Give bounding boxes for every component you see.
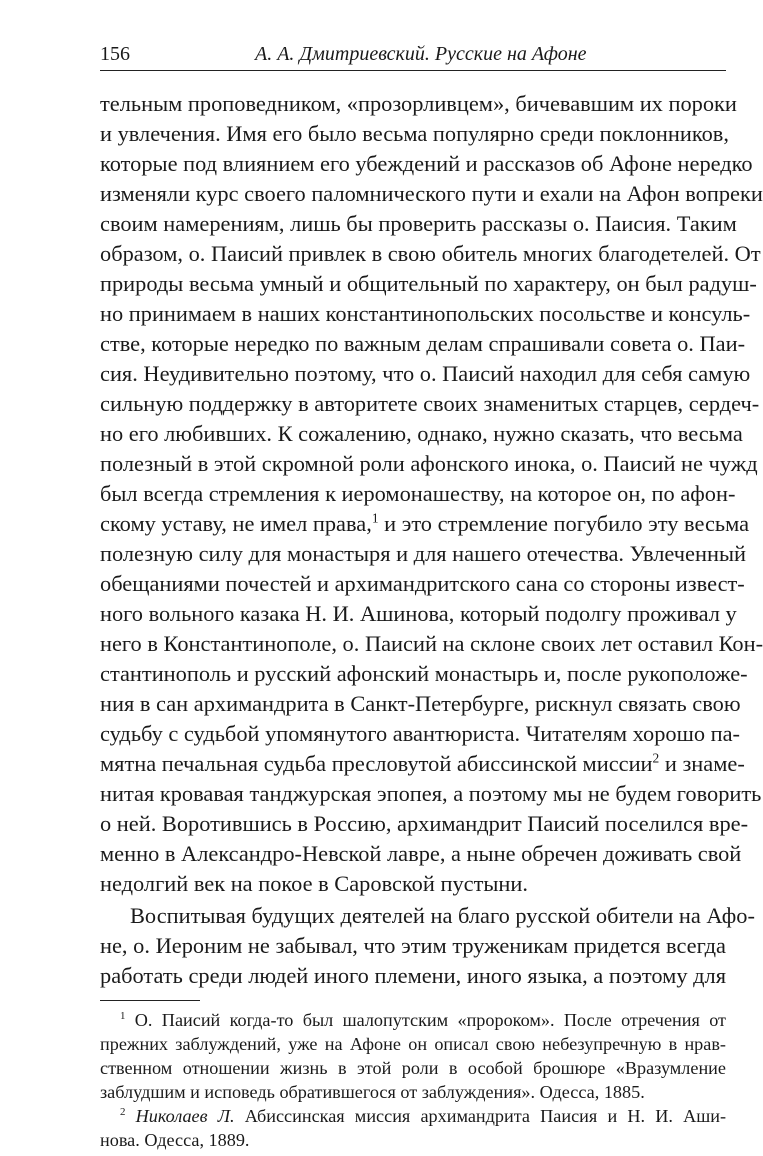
text-segment: и это стремление погубило эту весьма <box>378 511 750 536</box>
text-line: ного вольного казака Н. И. Ашинова, который подолгу проживал у <box>100 601 737 626</box>
text-segment: и знаме- <box>659 751 745 776</box>
page-number: 156 <box>100 43 130 65</box>
text-line: стантинополь и русский афонский монастырь и, после рукоположе- <box>100 661 748 686</box>
text-line: изменяли курс своего паломнического пути и ехали на Афон вопреки <box>100 181 763 206</box>
text-line: был всегда стремления к иеромонашеству, на которое он, по афон- <box>100 481 736 506</box>
text-line: и увлечения. Имя его было весьма популярно среди поклонников, <box>100 121 729 146</box>
text-line: тельным проповедником, «прозорливцем», бичевавшим их пороки <box>100 91 737 116</box>
text-line: но его любивших. К сожалению, однако, нужно сказать, что весьма <box>100 421 743 446</box>
footnote-author: Николаев Л. <box>125 1106 235 1126</box>
text-line: сильную поддержку в авторитете своих знаменитых старцев, сердеч- <box>100 391 760 416</box>
text-line: Воспитывая будущих деятелей на благо русской обители на Афо- <box>130 903 755 928</box>
text-segment: скому уставу, не имел права, <box>100 511 372 536</box>
footnote-2-mark: 2 <box>120 1105 126 1118</box>
footnote-rule <box>100 1000 200 1001</box>
footnote-1-mark: 1 <box>120 1009 126 1022</box>
page-header <box>100 40 726 70</box>
footnote-1-line: ственном отношении жизнь в этой роли в особой брошюре «Вразумление <box>100 1058 726 1078</box>
text-line: ния в сан архимандрита в Санкт-Петербурге, рискнул связать свою <box>100 691 741 716</box>
footnote-ref-2[interactable]: 2 <box>652 750 660 766</box>
text-line: природы весьма умный и общительный по характеру, он был радуш- <box>100 271 757 296</box>
footnote-2-line <box>120 1104 726 1128</box>
text-line: образом, о. Паисий привлек в свою обитель многих благодетелей. От <box>100 241 761 266</box>
text-line: полезную силу для монастыря и для нашего отечества. Увлеченный <box>100 541 746 566</box>
footnote-text: О. Паисий когда-то был шалопутским «пророком». После отречения от <box>125 1010 726 1030</box>
text-segment: мятна печальная судьба пресловутой абиссинской миссии <box>100 751 653 776</box>
text-line: сия. Неудивительно поэтому, что о. Паисий находил для себя самую <box>100 361 751 386</box>
text-line-with-footnote-ref <box>100 748 745 779</box>
text-line: стве, которые нередко по важным делам спрашивали совета о. Паи- <box>100 331 746 356</box>
text-line: но принимаем в наших константинопольских посольстве и консуль- <box>100 301 751 326</box>
footnote-1-line <box>120 1008 726 1032</box>
footnote-1-line: прежних заблуждений, уже на Афоне он описал свою небезупречную в нрав- <box>100 1034 726 1054</box>
text-line-with-footnote-ref <box>100 508 750 539</box>
text-line: своим намерениям, лишь бы проверить рассказы о. Паисия. Таким <box>100 211 737 236</box>
text-line: него в Константинополе, о. Паисий на склоне своих лет оставил Кон- <box>100 631 763 656</box>
footnote-1-line: заблудшим и исповедь обратившегося от заблуждения». Одесса, 1885. <box>100 1082 645 1102</box>
footnote-2-line: нова. Одесса, 1889. <box>100 1130 250 1150</box>
footnote-ref-1[interactable]: 1 <box>371 510 379 526</box>
text-line: полезный в этой скромной роли афонского инока, о. Паисий не чужд <box>100 451 758 476</box>
text-line: нитая кровавая танджурская эпопея, а поэтому мы не будем говорить <box>100 781 762 806</box>
text-line: менно в Александро-Невской лавре, а ныне обречен доживать свой <box>100 841 742 866</box>
text-line: работать среди людей иного племени, иного языка, а поэтому для <box>100 963 726 988</box>
header-rule <box>100 70 726 71</box>
running-title: А. А. Дмитриевский. Русские на Афоне <box>255 43 587 65</box>
text-line: которые под влиянием его убеждений и рассказов об Афоне нередко <box>100 151 753 176</box>
text-line: обещаниями почестей и архимандритского сана со стороны извест- <box>100 571 745 596</box>
footnote-text: Абиссинская миссия архимандрита Паисия и Н. И. Аши- <box>234 1106 726 1126</box>
text-line: о ней. Воротившись в Россию, архимандрит Паисий поселился вре- <box>100 811 749 836</box>
text-line: судьбу с судьбой упомянутого авантюриста. Читателям хорошо па- <box>100 721 740 746</box>
text-line: недолгий век на покое в Саровской пустыни. <box>100 871 528 896</box>
text-line: не, о. Иероним не забывал, что этим труженикам придется всегда <box>100 933 726 958</box>
